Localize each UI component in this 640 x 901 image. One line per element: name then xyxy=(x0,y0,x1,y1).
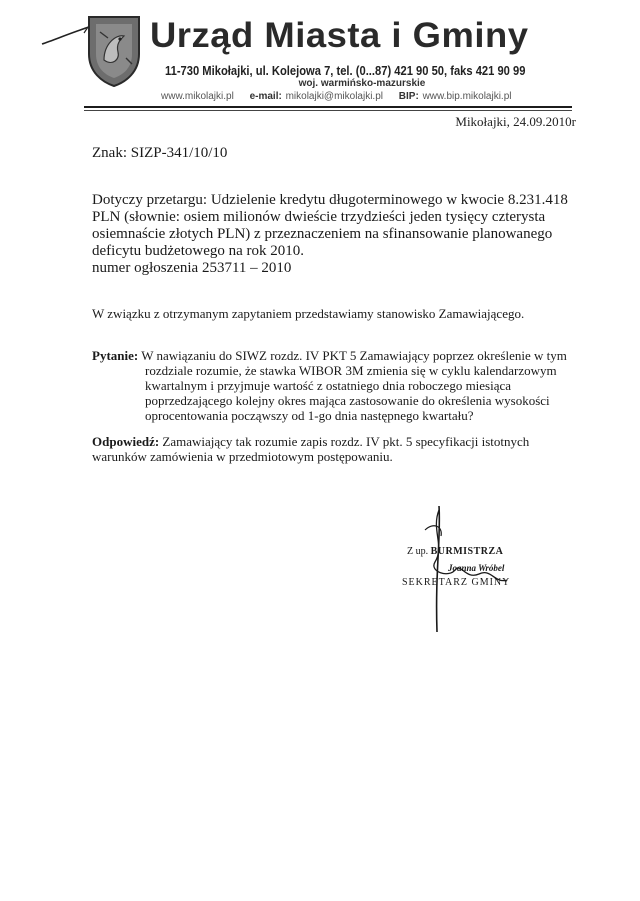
email-link[interactable]: mikolajki@mikolajki.pl xyxy=(285,91,383,102)
signature-name: Joanna Wróbel xyxy=(448,563,505,573)
letterhead-title: Urząd Miasta i Gminy xyxy=(150,16,529,55)
signature-line-1 xyxy=(407,546,503,557)
signature-role: BURMISTRZA xyxy=(430,546,504,557)
website-link[interactable]: www.mikolajki.pl xyxy=(161,91,234,102)
signature-prefix: Z up. xyxy=(407,546,429,557)
answer-block xyxy=(92,434,529,464)
answer-label: Odpowiedź: xyxy=(92,434,160,449)
header-divider-thin xyxy=(84,110,572,111)
question-line: rozdziale rozumie, że stawka WIBOR 3M zmienia się w cyklu kalendarzowym xyxy=(145,363,557,378)
reference-number: Znak: SIZP-341/10/10 xyxy=(92,145,228,161)
question-line: oprocentowania począwszy od 1-go dnia następnego kwartału? xyxy=(145,408,474,423)
subject-line: numer ogłoszenia 253711 – 2010 xyxy=(92,260,292,276)
answer-line: warunków zamówienia w przedmiotowym postępowaniu. xyxy=(92,449,393,464)
header-divider xyxy=(84,106,572,108)
email-label: e-mail: xyxy=(249,91,282,102)
subject-block xyxy=(92,192,592,277)
coat-of-arms-icon xyxy=(86,14,142,88)
letterhead-contacts xyxy=(161,91,511,102)
letterhead-address: 11-730 Mikołajki, ul. Kolejowa 7, tel. (0...87) 421 90 50, faks 421 90 99 xyxy=(165,63,526,78)
question-line: poprzedzającego kolejny okres mająca zastosowanie do określenia wysokości xyxy=(145,393,550,408)
subject-line: PLN (słownie: osiem milionów dwieście trzydzieści jeden tysięcy czterysta xyxy=(92,209,546,225)
answer-text: Zamawiający tak rozumie zapis rozdz. IV pkt. 5 specyfikacji istotnych xyxy=(159,434,530,449)
question-first-line xyxy=(92,348,567,363)
intro-paragraph: W związku z otrzymanym zapytaniem przedstawiamy stanowisko Zamawiającego. xyxy=(92,306,525,321)
signature-title: SEKRETARZ GMINY xyxy=(402,577,511,588)
subject-line: Dotyczy przetargu: Udzielenie kredytu długoterminowego w kwocie 8.231.418 xyxy=(92,192,568,208)
letterhead-region xyxy=(0,78,640,89)
question-block xyxy=(92,348,567,423)
question-text: W nawiązaniu do SIWZ rozdz. IV PKT 5 Zamawiający poprzez określenie w tym xyxy=(138,348,567,363)
bip-link[interactable]: www.bip.mikolajki.pl xyxy=(422,91,512,102)
bip-label: BIP: xyxy=(398,91,419,102)
question-line: kwartalnym i przyjmuje wartość z ostatniego dnia roboczego miesiąca xyxy=(145,378,512,393)
pen-mark-icon xyxy=(40,26,90,48)
question-label: Pytanie: xyxy=(92,348,139,363)
answer-first-line xyxy=(92,434,529,449)
region-text: woj. warmińsko-mazurskie xyxy=(298,78,426,89)
subject-line: deficytu budżetowego na rok 2010. xyxy=(92,243,305,259)
subject-line: osiemnaście złotych PLN) z przeznaczeniem na sfinansowanie planowanego xyxy=(92,226,553,242)
document-date: Mikołajki, 24.09.2010r xyxy=(455,114,576,129)
